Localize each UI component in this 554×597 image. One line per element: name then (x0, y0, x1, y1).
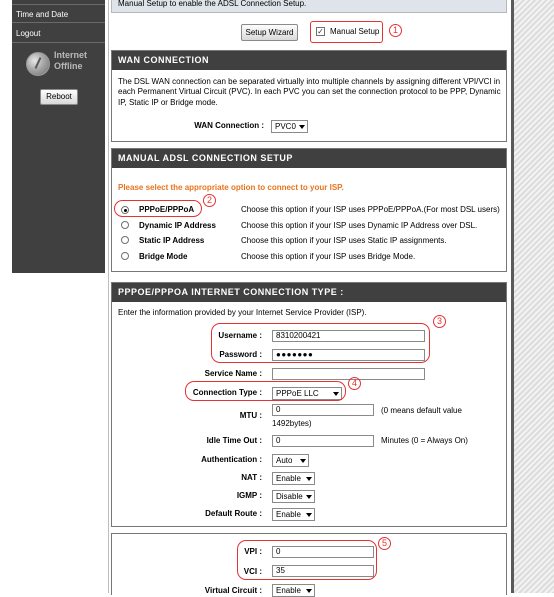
radio-bridge[interactable] (121, 252, 129, 260)
internet-status-text: Internet Offline (54, 50, 88, 71)
default-route-value: Enable (276, 510, 301, 519)
wan-description-line-2: each Permanent Virtual Circuit (PVC). In each PVC you can set the connection protocol to be PPP, Dynamic (118, 87, 501, 96)
idle-time-out-note: Minutes (0 = Always On) (381, 436, 468, 445)
reboot-button[interactable]: Reboot (40, 89, 78, 105)
option-dynamic-ip-desc: Choose this option if your ISP uses Dynamic IP Address over DSL. (241, 221, 478, 230)
connection-type-value: PPPoE LLC (276, 389, 319, 398)
annotation-number-1: 1 (389, 24, 402, 37)
manual-instruction: Please select the appropriate option to connect to your ISP. (118, 183, 344, 192)
wan-description-line-3: IP, Static IP or Bridge mode. (118, 98, 218, 107)
sidebar-item-time-and-date[interactable]: Time and Date (12, 4, 105, 23)
option-static-ip-label: Static IP Address (139, 236, 205, 245)
idle-time-out-label: Idle Time Out : (206, 436, 262, 445)
chevron-down-icon (306, 477, 312, 481)
right-stripe-background (514, 0, 554, 593)
radio-dynamic-ip[interactable] (121, 221, 129, 229)
manual-adsl-title: MANUAL ADSL CONNECTION SETUP (112, 149, 506, 168)
connection-type-label: Connection Type : (192, 388, 262, 397)
nat-label: NAT : (241, 473, 262, 482)
wan-connection-select[interactable] (271, 120, 308, 133)
default-route-select[interactable] (272, 508, 315, 521)
internet-globe-icon (26, 52, 50, 76)
nat-select[interactable] (272, 472, 315, 485)
annotation-number-2: 2 (203, 194, 216, 207)
username-label: Username : (218, 331, 262, 340)
chevron-down-icon (300, 459, 306, 463)
igmp-value: Disable (276, 492, 303, 501)
authentication-value: Auto (276, 456, 293, 465)
vci-label: VCI : (243, 567, 262, 576)
wan-description-line-1: The DSL WAN connection can be separated virtually into multiple channels by assigning different VPI/VCI in (118, 77, 501, 86)
option-bridge-label: Bridge Mode (139, 252, 188, 261)
annotation-oval-vpi-vci (237, 540, 377, 580)
password-input[interactable]: ●●●●●●● (272, 349, 425, 361)
pppoe-title: PPPOE/PPPOA INTERNET CONNECTION TYPE : (112, 283, 506, 302)
username-input[interactable]: 8310200421 (272, 330, 425, 342)
igmp-label: IGMP : (236, 491, 262, 500)
option-bridge-desc: Choose this option if your ISP uses Bridge Mode. (241, 252, 416, 261)
annotation-oval-connection-type (185, 381, 346, 401)
igmp-select[interactable] (272, 490, 315, 503)
radio-static-ip[interactable] (121, 236, 129, 244)
option-static-ip-desc: Choose this option if your ISP uses Static IP assignments. (241, 236, 447, 245)
annotation-number-3: 3 (433, 315, 446, 328)
manual-setup-label: Manual Setup (330, 27, 380, 36)
wan-connection-label: WAN Connection : (194, 121, 264, 130)
option-pppoe-desc: Choose this option if your ISP uses PPPoE/PPPoA.(For most DSL users) (241, 205, 500, 214)
annotation-number-4: 4 (348, 377, 361, 390)
chevron-down-icon (299, 125, 305, 129)
annotation-oval-manual-setup (310, 21, 383, 43)
content-left-border (108, 0, 109, 593)
wan-connection-section (111, 50, 507, 142)
internet-status (14, 48, 102, 78)
mtu-note-line-2: 1492bytes) (272, 419, 312, 428)
setup-wizard-button[interactable]: Setup Wizard (241, 24, 298, 41)
sidebar (12, 0, 106, 273)
idle-time-out-input[interactable]: 0 (272, 435, 374, 447)
sidebar-item-logout[interactable]: Logout (12, 24, 105, 43)
mtu-note-line-1: (0 means default value (381, 406, 462, 415)
authentication-select[interactable] (272, 454, 309, 467)
service-name-label: Service Name : (204, 369, 262, 378)
mtu-input[interactable]: 0 (272, 404, 374, 416)
pppoe-intro: Enter the information provided by your Internet Service Provider (ISP). (118, 308, 367, 317)
service-name-input[interactable] (272, 368, 425, 380)
wan-connection-title: WAN CONNECTION (112, 51, 506, 70)
wan-connection-value: PVC0 (275, 122, 296, 131)
vci-input[interactable]: 35 (272, 565, 374, 577)
annotation-number-5: 5 (378, 537, 391, 550)
option-pppoe-label: PPPoE/PPPoA (139, 205, 195, 214)
manual-setup-checkbox[interactable]: ✓ (317, 27, 324, 36)
authentication-label: Authentication : (201, 455, 262, 464)
pppoe-section (111, 282, 507, 527)
virtual-circuit-value: Enable (276, 586, 301, 595)
vpi-label: VPI : (244, 547, 262, 556)
chevron-down-icon (306, 513, 312, 517)
chevron-down-icon (306, 495, 312, 499)
default-route-label: Default Route : (205, 509, 262, 518)
annotation-oval-credentials (211, 323, 430, 363)
virtual-circuit-select[interactable] (272, 584, 315, 597)
manual-setup-note: Manual Setup to enable the ADSL Connection Setup. (111, 0, 507, 13)
option-dynamic-ip-label: Dynamic IP Address (139, 221, 216, 230)
nat-value: Enable (276, 474, 301, 483)
chevron-down-icon (306, 589, 312, 593)
annotation-oval-pppoe (114, 200, 202, 217)
vpi-input[interactable]: 0 (272, 546, 374, 558)
mtu-label: MTU : (239, 411, 262, 420)
virtual-circuit-label: Virtual Circuit : (204, 586, 262, 595)
password-label: Password : (219, 350, 262, 359)
